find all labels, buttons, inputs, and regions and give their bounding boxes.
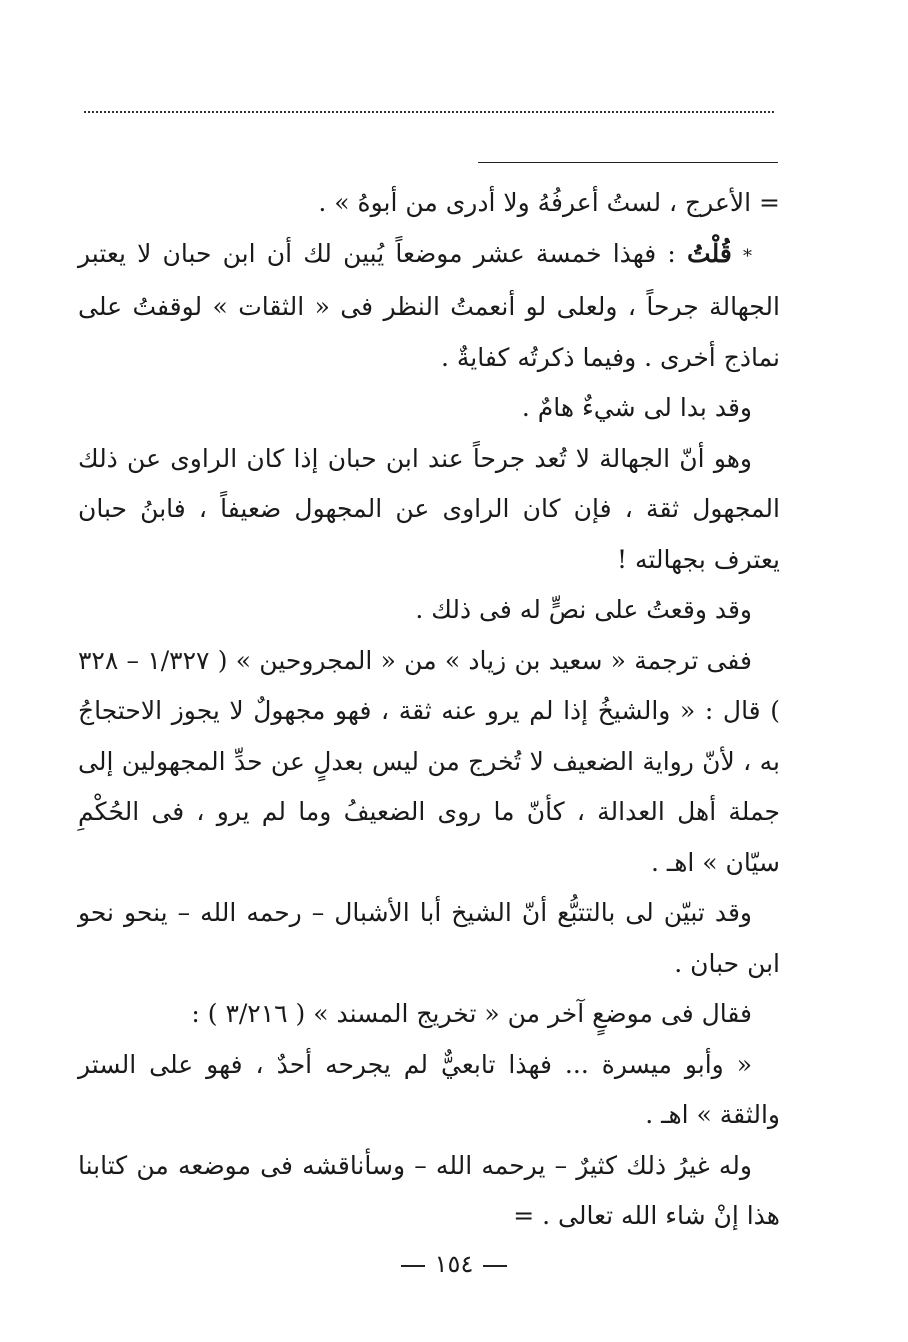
page-body-text [78, 178, 780, 1242]
paragraph-8: فقال فى موضعٍ آخر من « تخريج المسند » ( ٣/٢١٦ ) : [191, 999, 752, 1028]
paragraph-2 [78, 229, 780, 384]
star-marker: * [743, 245, 753, 267]
paragraph-9: « وأبو ميسرة ... فهذا تابعيٌّ لم يجرحه أحدٌ ، فهو على الستر والثقة » اهـ . [78, 1049, 780, 1129]
page-number-dash-right [483, 1265, 507, 1267]
page-number-value: ١٥٤ [434, 1250, 474, 1278]
paragraph-3: وقد بدا لى شيءٌ هامٌ . [521, 393, 752, 422]
paragraph-2-text: : فهذا خمسة عشر موضعاً يُبين لك أن ابن حبان لا يعتبر الجهالة جرحاً ، ولعلى لو أنعمتُ النظر فى « الثقات » لوقفتُ على نماذج أخرى . وفيما ذكرتُه كفايةٌ . [78, 238, 780, 372]
paragraph-7: وقد تبيّن لى بالتتبُّع أنّ الشيخ أبا الأشبال – رحمه الله – ينحو نحو ابن حبان . [78, 898, 780, 978]
page-number [0, 1250, 908, 1278]
paragraph-1: = الأعرج ، لستُ أعرفُهُ ولا أدرى من أبوهُ » . [318, 188, 780, 217]
footnote-separator-rule [478, 162, 778, 163]
paragraph-4: وهو أنّ الجهالة لا تُعد جرحاً عند ابن حبان إذا كان الراوى عن ذلك المجهول ثقة ، فإن كان الراوى عن المجهول ضعيفاً ، فابنُ حبان يعترف بجهالته ! [78, 443, 780, 574]
paragraph-10: وله غيرُ ذلك كثيرٌ – يرحمه الله – وسأناقشه فى موضعه من كتابنا هذا إنْ شاء الله تعالى . = [78, 1150, 780, 1230]
qultu-heading-word: قُلْتُ [687, 238, 732, 268]
header-dotted-rule [84, 111, 774, 113]
page-number-dash-left [401, 1265, 425, 1267]
paragraph-5: وقد وقعتُ على نصٍّ له فى ذلك . [415, 595, 752, 624]
paragraph-6: ففى ترجمة « سعيد بن زياد » من « المجروحين » ( ١/٣٢٧ – ٣٢٨ ) قال : « والشيخُ إذا لم يرو عنه ثقة ، فهو مجهولٌ لا يجوز الاحتجاجُ به ، لأنّ رواية الضعيف لا تُخرج من ليس بعدلٍ عن حدِّ المجهولين إلى جملة أهل العدالة ، كأنّ ما روى الضعيفُ وما لم يرو ، فى الحُكْمِ سيّان » اهـ . [78, 645, 780, 877]
